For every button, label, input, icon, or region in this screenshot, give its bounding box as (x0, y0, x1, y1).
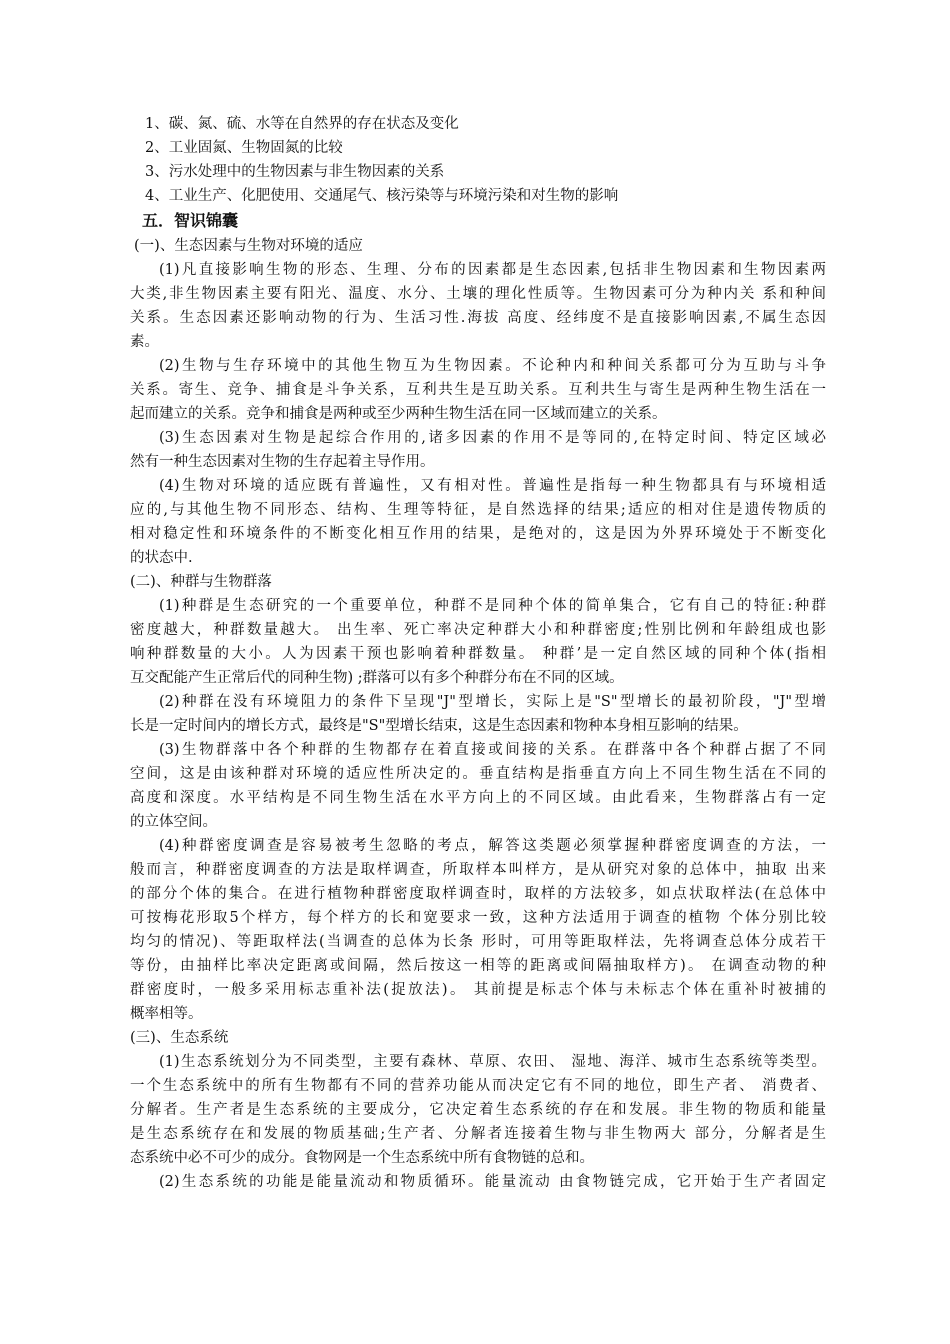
paragraph (130, 690, 826, 738)
text-line: 的立体空间。 (130, 814, 217, 830)
text-line: (1)凡直接影响生物的形态、生理、分布的因素都是生态因素,包括非生物因素和生物因素两 (159, 262, 826, 278)
paragraph (130, 738, 826, 834)
text-line: 长是一定时间内的增长方式，最终是"S"型增长结束，这是生态因素和物种本身相互影响的结果。 (130, 718, 748, 734)
list-item: 4、工业生产、化肥使用、交通尾气、核污染等与环境污染和对生物的影响 (145, 188, 619, 204)
text-line: 关系。寄生、竞争、捕食是斗争关系，互利共生是互助关系。互利共生与寄生是两种生物生活在一 (130, 382, 826, 398)
text-line: (2)生态系统的功能是能量流动和物质循环。能量流动 由食物链完成，它开始于生产者固定 (159, 1174, 826, 1190)
section-title: 五．智识锦囊 (142, 211, 239, 230)
subsection-title: (二)、种群与生物群落 (130, 574, 272, 590)
text-line: 分解者。生产者是生态系统的主要成分，它决定着生态系统的存在和发展。非生物的物质和能量 (130, 1102, 826, 1118)
text-line: 互交配能产生正常后代的同种生物) ;群落可以有多个种群分布在不同的区域。 (130, 670, 624, 686)
text-line: 关系。生态因素还影响动物的行为、生活习性.海拔 高度、经纬度不是直接影响因素,不属生态因 (130, 310, 826, 326)
text-line: 概率相等。 (130, 1006, 203, 1022)
subsection-title: (一)、生态因素与生物对环境的适应 (134, 238, 363, 254)
text-line: 群密度时，一般多采用标志重补法(捉放法)。 其前提是标志个体与未标志个体在重补时被捕的 (130, 982, 826, 998)
text-line: 态系统中必不可少的成分。食物网是一个生态系统中所有食物链的总和。 (130, 1150, 594, 1166)
paragraph (130, 474, 826, 570)
list-item: 1、碳、氮、硫、水等在自然界的存在状态及变化 (145, 116, 459, 132)
text-line: (3)生态因素对生物是起综合作用的,诸多因素的作用不是等同的,在特定时间、特定区域必 (159, 430, 826, 446)
text-line: 一个生态系统中的所有生物都有不同的营养功能从而决定它有不同的地位，即生产者、 消费者、 (130, 1078, 826, 1094)
text-line: 起而建立的关系。竞争和捕食是两种或至少两种生物生活在同一区域而建立的关系。 (130, 406, 667, 422)
text-line: (3)生物群落中各个种群的生物都存在着直接或间接的关系。在群落中各个种群占据了不同 (159, 742, 826, 758)
text-line: 素。 (130, 334, 159, 350)
text-line: 相对稳定性和环境条件的不断变化相互作用的结果，是绝对的，这是因为外界环境处于不断变化 (130, 526, 826, 542)
text-line: (1)生态系统划分为不同类型，主要有森林、草原、农田、 湿地、海洋、城市生态系统等类型。 (159, 1054, 826, 1070)
text-line: (4)生物对环境的适应既有普遍性，又有相对性。普遍性是指每一种生物都具有与环境相适 (159, 478, 826, 494)
paragraph (130, 1170, 826, 1194)
subsection-title: (三)、生态系统 (130, 1030, 229, 1046)
text-line: (2)种群在没有环境阻力的条件下呈现"J"型增长，实际上是"S"型增长的最初阶段，"J"型增 (159, 694, 826, 710)
text-line: 大类,非生物因素主要有阳光、温度、水分、土壤的理化性质等。生物因素可分为种内关 系和种间 (130, 286, 826, 302)
paragraph (130, 594, 826, 690)
text-line: 响种群数量的大小。人为因素干预也影响着种群数量。 种群’是一定自然区域的同种个体(指相 (130, 646, 826, 662)
text-line: 然有一种生态因素对生物的生存起着主导作用。 (130, 454, 435, 470)
list-item: 2、工业固氮、生物固氮的比较 (145, 140, 343, 156)
text-line: 般而言，种群密度调查的方法是取样调查，所取样本叫样方，是从研究对象的总体中，抽取 出来 (130, 862, 826, 878)
text-line: 密度越大，种群数量越大。 出生率、死亡率决定种群大小和种群密度;性别比例和年龄组成也影 (130, 622, 826, 638)
document-page (130, 112, 826, 1194)
paragraph (130, 258, 826, 354)
paragraph (130, 354, 826, 426)
list-item: 3、污水处理中的生物因素与非生物因素的关系 (145, 164, 445, 180)
text-line: 是生态系统存在和发展的物质基础;生产者、分解者连接着生物与非生物两大 部分，分解者是生 (130, 1126, 826, 1142)
topic-list (130, 112, 826, 208)
text-line: 均匀的情况)、等距取样法(当调查的总体为长条 形时，可用等距取样法，先将调查总体分成若干 (130, 934, 826, 950)
text-line: 可按梅花形取5个样方，每个样方的长和宽要求一致，这种方法适用于调查的植物 个体分别比较 (130, 910, 826, 926)
text-line: 空间，这是由该种群对环境的适应性所决定的。垂直结构是指垂直方向上不同生物生活在不同的 (130, 766, 826, 782)
text-line: 高度和深度。水平结构是不同生物生活在水平方向上的不同区域。由此看来，生物群落占有一定 (130, 790, 826, 806)
paragraph (130, 1050, 826, 1170)
paragraph (130, 426, 826, 474)
text-line: 等份，由抽样比率决定距离或间隔，然后按这一相等的距离或间隔抽取样方)。 在调查动物的种 (130, 958, 826, 974)
text-line: 的状态中. (130, 550, 193, 566)
text-line: 的部分个体的集合。在进行植物种群密度取样调查时，取样的方法较多，如点状取样法(在总体中 (130, 886, 826, 902)
text-line: (1)种群是生态研究的一个重要单位，种群不是同种个体的简单集合，它有自己的特征:种群 (159, 598, 826, 614)
text-line: 应的,与其他生物不同形态、结构、生理等特征，是自然选择的结果;适应的相对住是遗传物质的 (130, 502, 826, 518)
text-line: (4)种群密度调查是容易被考生忽略的考点，解答这类题必须掌握种群密度调查的方法，一 (159, 838, 826, 854)
paragraph (130, 834, 826, 1026)
text-line: (2)生物与生存环境中的其他生物互为生物因素。不论种内和种间关系都可分为互助与斗争 (159, 358, 826, 374)
